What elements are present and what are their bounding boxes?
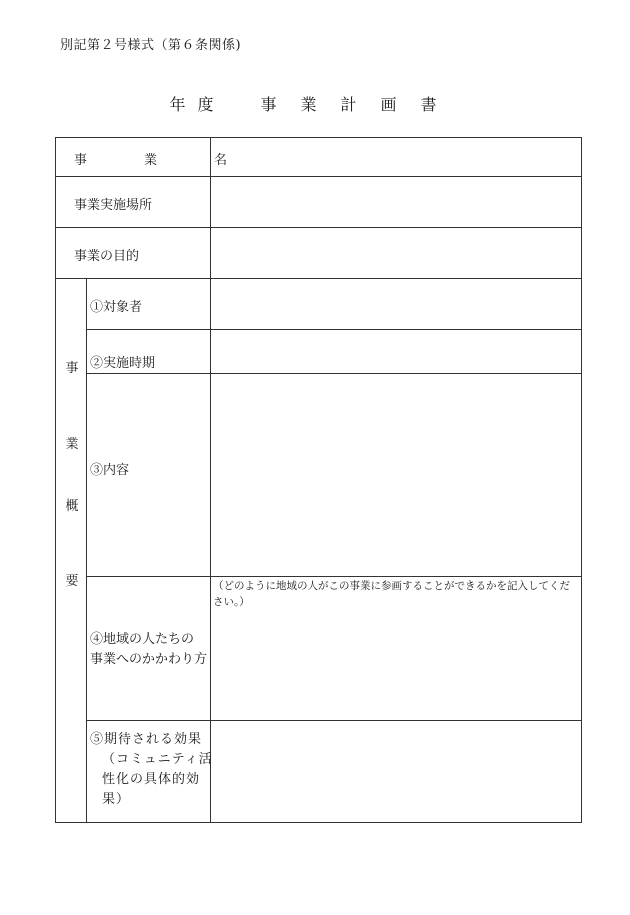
overview-label-char: 概 bbox=[65, 499, 79, 514]
title-main: 事業計画書 bbox=[260, 95, 461, 114]
row-divider bbox=[86, 373, 581, 374]
form-reference: 別記第２号様式（第６条関係) bbox=[60, 38, 242, 53]
column-divider bbox=[210, 138, 211, 822]
row-divider bbox=[86, 720, 581, 721]
label-line: ④地域の人たちの bbox=[90, 632, 195, 647]
label-line: ⑤期待される効果 bbox=[90, 732, 203, 747]
row-divider bbox=[56, 227, 581, 228]
label-expected-effects bbox=[90, 730, 213, 810]
row-divider bbox=[86, 576, 581, 577]
overview-label-char: 業 bbox=[65, 437, 79, 452]
row-divider bbox=[86, 329, 581, 330]
label-project-name: 事 業 名 bbox=[74, 153, 250, 168]
overview-label-char: 事 bbox=[65, 361, 79, 376]
project-place-field[interactable] bbox=[214, 181, 574, 223]
label-community-involvement bbox=[90, 630, 207, 670]
label-project-place: 事業実施場所 bbox=[74, 198, 153, 213]
title-year: 年度 bbox=[169, 95, 226, 114]
plan-table bbox=[55, 137, 582, 823]
label-target-audience: ①対象者 bbox=[90, 300, 143, 315]
overview-label-char: 要 bbox=[65, 574, 79, 589]
label-line: 性化の具体的効 bbox=[102, 772, 201, 787]
label-line: 事業へのかかわり方 bbox=[90, 652, 208, 667]
column-divider bbox=[86, 278, 87, 822]
row-divider bbox=[56, 278, 581, 279]
target-audience-field[interactable] bbox=[214, 283, 574, 325]
implementation-period-field[interactable] bbox=[214, 334, 574, 369]
label-project-purpose: 事業の目的 bbox=[74, 249, 140, 264]
label-implementation-period: ②実施時期 bbox=[90, 356, 156, 371]
community-involvement-field[interactable] bbox=[214, 616, 574, 716]
instruction-note: （どのように地域の人がこの事業に参画することができるかを記入してください。） bbox=[213, 580, 570, 608]
page-title bbox=[0, 92, 630, 115]
project-name-field[interactable] bbox=[214, 142, 574, 172]
row-divider bbox=[56, 176, 581, 177]
label-content: ③内容 bbox=[90, 463, 130, 478]
content-field[interactable] bbox=[214, 378, 574, 572]
project-purpose-field[interactable] bbox=[214, 232, 574, 274]
label-line: 果） bbox=[102, 792, 131, 807]
label-line: （コミュニティ活 bbox=[102, 752, 213, 767]
expected-effects-field[interactable] bbox=[214, 725, 574, 817]
